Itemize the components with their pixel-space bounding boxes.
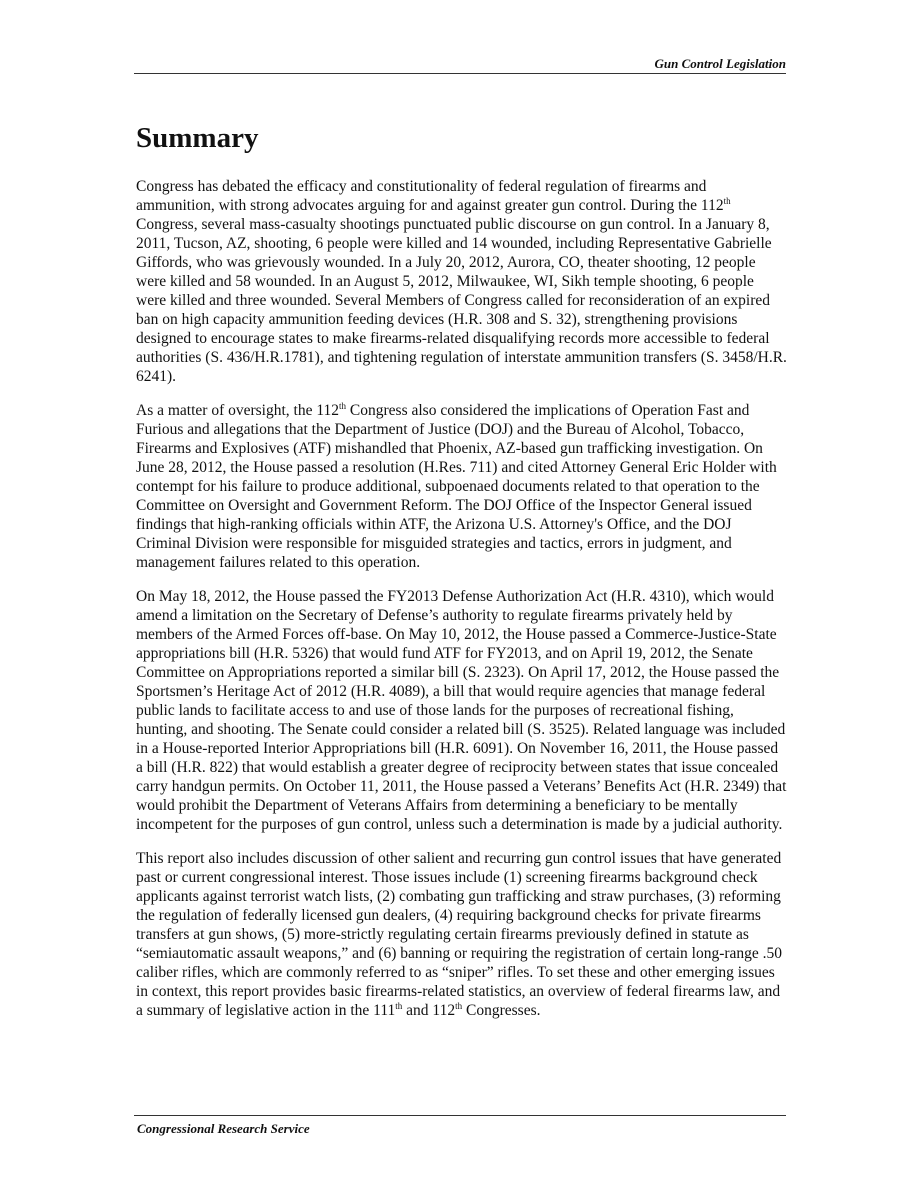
text-run: Congress has debated the efficacy and constitutionality of federal regulation of firearms and ammunition, with strong advocates arguing for and against greater gun control. During the 112 (136, 178, 724, 214)
text-run: Congresses. (462, 1002, 541, 1019)
text-run: and 112 (402, 1002, 456, 1019)
ordinal-suffix: th (455, 1001, 463, 1011)
text-run: Congress, several mass-casualty shootings punctuated public discourse on gun control. In a January 8, 2011, Tucson, AZ, shooting, 6 people were killed and 14 wounded, including Representative Gabrielle Giffords, who was grievously wounded. In a July 20, 2012, Aurora, CO, theater shooting, 12 people were killed and 58 wounded. In an August 5, 2012, Milwaukee, WI, Sikh temple shooting, 6 people were killed and three wounded. Several Members of Congress called for reconsideration of an expired ban on high capacity ammunition feeding devices (H.R. 308 and S. 32), strengthening provisions designed to encourage states to make firearms-related disqualifying records more accessible to federal authorities (S. 436/H.R.1781), and tightening regulation of interstate ammunition transfers (S. 3458/H.R. 6241). (136, 216, 787, 385)
text-run: Congress also considered the implications of Operation Fast and Furious and allegations that the Department of Justice (DOJ) and the Bureau of Alcohol, Tobacco, Firearms and Explosives (ATF) mishandled that Phoenix, AZ-based gun trafficking investigation. On June 28, 2012, the House passed a resolution (H.Res. 711) and cited Attorney General Eric Holder with contempt for his failure to produce additional, subpoenaed documents related to that operation to the Committee on Oversight and Government Reform. The DOJ Office of the Inspector General issued findings that high-ranking officials within ATF, the Arizona U.S. Attorney's Office, and the DOJ Criminal Division were responsible for misguided strategies and tactics, errors in judgment, and management failures related to this operation. (136, 402, 777, 571)
summary-body (136, 177, 787, 1035)
paragraph (136, 587, 787, 834)
footer-divider (134, 1115, 786, 1116)
paragraph (136, 401, 787, 572)
section-title: Summary (136, 122, 259, 154)
paragraph (136, 177, 787, 386)
ordinal-suffix: th (395, 1001, 403, 1011)
text-run: As a matter of oversight, the 112 (136, 402, 340, 419)
text-run: On May 18, 2012, the House passed the FY2013 Defense Authorization Act (H.R. 4310), which would amend a limitation on the Secretary of Defense’s authority to regulate firearms privately held by members of the Armed Forces off-base. On May 10, 2012, the House passed a Commerce-Justice-State appropriations bill (H.R. 5326) that would fund ATF for FY2013, and on April 19, 2012, the Senate Committee on Appropriations reported a similar bill (S. 2323). On April 17, 2012, the House passed the Sportsmen’s Heritage Act of 2012 (H.R. 4089), a bill that would require agencies that manage federal public lands to facilitate access to and use of those lands for the purposes of recreational fishing, hunting, and shooting. The Senate could consider a related bill (S. 3525). Related language was included in a House-reported Interior Appropriations bill (H.R. 6091). On November 16, 2011, the House passed a bill (H.R. 822) that would establish a greater degree of reciprocity between states that issue concealed carry handgun permits. On October 11, 2011, the House passed a Veterans’ Benefits Act (H.R. 2349) that would prohibit the Department of Veterans Affairs from determining a beneficiary to be mentally incompetent for the purposes of gun control, unless such a determination is made by a judicial authority. (136, 588, 787, 833)
running-header: Gun Control Legislation (654, 56, 786, 71)
text-run: This report also includes discussion of other salient and recurring gun control issues that have generated past or current congressional interest. Those issues include (1) screening firearms background check applicants against terrorist watch lists, (2) combating gun trafficking and straw purchases, (3) reforming the regulation of federally licensed gun dealers, (4) requiring background checks for private firearms transfers at gun shows, (5) more-strictly regulating certain firearms previously defined in statute as “semiautomatic assault weapons,” and (6) banning or requiring the registration of certain long-range .50 caliber rifles, which are commonly referred to as “sniper” rifles. To set these and other emerging issues in context, this report provides basic firearms-related statistics, an overview of federal firearms law, and a summary of legislative action in the 111 (136, 850, 783, 1019)
header-divider (134, 73, 786, 74)
ordinal-suffix: th (723, 196, 731, 206)
paragraph (136, 849, 787, 1020)
ordinal-suffix: th (339, 401, 347, 411)
running-footer: Congressional Research Service (137, 1121, 310, 1136)
